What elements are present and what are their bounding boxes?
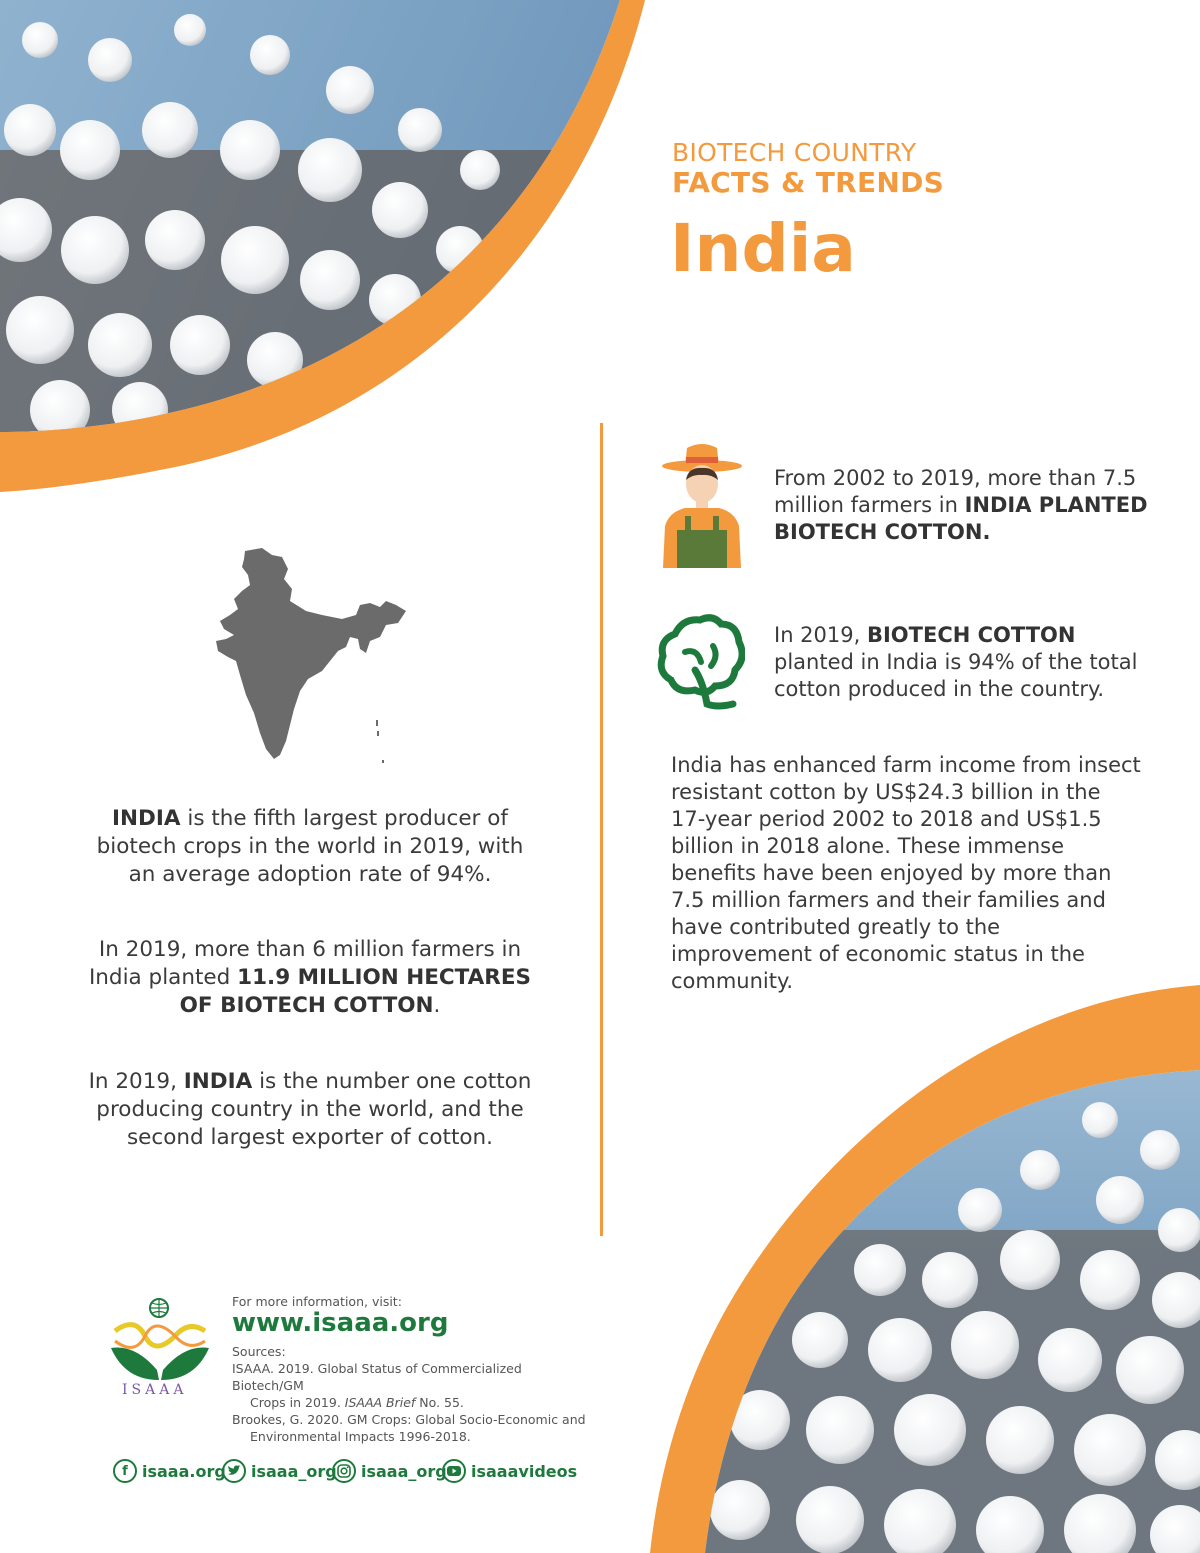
fact-biotech-share-bold: BIOTECH COTTON [866,623,1076,647]
fact-biotech-share-text: planted in India is 94% of the total cotton produced in the country. [774,650,1138,701]
fact-cotton-rank-pre: In 2019, [88,1069,184,1094]
source-1-continued [232,1394,592,1411]
isaaa-logo [105,1296,215,1386]
twitter-icon [222,1459,246,1483]
fact-farmers-planted [774,465,1154,546]
page-title: India [670,210,856,287]
social-instagram[interactable] [332,1457,447,1485]
social-facebook[interactable] [113,1457,226,1485]
social-twitter[interactable] [222,1457,337,1485]
social-facebook-label: isaaa.org [142,1461,226,1481]
social-youtube-label: isaaavideos [471,1461,578,1481]
isaaa-logo-text: ISAAA [122,1382,188,1398]
facebook-icon: f [113,1459,137,1483]
fact-producer-rank [80,805,540,889]
social-twitter-label: isaaa_org [251,1461,337,1481]
sources-block [232,1343,592,1445]
source-1-cont-text: Crops in 2019. [250,1395,345,1410]
fact-cotton-rank-text: is the number one cotton producing country in the world, and the second largest exporter of cotton. [96,1069,532,1150]
source-1-italic: ISAAA Brief [344,1395,416,1410]
fact-hectares [80,936,540,1020]
fact-farmers-planted-pre: From 2002 to 2019, more than 7.5 million farmers in [774,466,1137,517]
fact-hectares-pre: In 2019, more than 6 million farmers in India planted [88,937,522,990]
sources-label: Sources: [232,1344,286,1359]
india-map-icon [210,545,410,770]
fact-biotech-share [774,622,1154,703]
fact-hectares-post: . [433,993,441,1018]
header-kicker-line2: FACTS & TRENDS [672,166,945,199]
instagram-icon [332,1459,356,1483]
fact-biotech-share-pre: In 2019, [774,623,867,647]
farmer-icon [655,440,750,570]
youtube-icon [442,1459,466,1483]
cotton-icon [655,612,745,712]
fact-producer-rank-text: is the fifth largest producer of biotech crops in the world in 2019, with an average adoption rate of 94%. [96,806,524,887]
fact-cotton-rank [80,1068,540,1152]
social-youtube[interactable] [442,1457,577,1485]
source-1-post: No. 55. [415,1395,464,1410]
fact-producer-rank-bold: INDIA [112,806,181,831]
farm-income-paragraph: India has enhanced farm income from insect resistant cotton by US$24.3 billion in the 17-year period 2002 to 2018 and US$1.5 billion in 2018 alone. These immense benefits have been enjoyed by more than 7.5 million farmers and their families and have contributed greatly to the improvement of economic status in the community. [671,753,1141,993]
fact-farmers-planted-bold: INDIA PLANTED BIOTECH COTTON. [774,493,1148,544]
fact-hectares-bold: 11.9 MILLION HECTARES OF BIOTECH COTTON [179,965,532,1018]
column-divider [600,423,603,1236]
source-2: Brookes, G. 2020. GM Crops: Global Socio-Economic and [232,1412,586,1427]
fact-cotton-rank-bold: INDIA [183,1069,253,1094]
source-1: ISAAA. 2019. Global Status of Commercialized Biotech/GM [232,1361,522,1393]
source-2-continued: Environmental Impacts 1996-2018. [250,1429,471,1444]
header-kicker-line1: BIOTECH COUNTRY [672,138,917,167]
website-link[interactable]: www.isaaa.org [232,1308,449,1338]
more-info-label: For more information, visit: [232,1294,402,1309]
social-instagram-label: isaaa_org [361,1461,447,1481]
